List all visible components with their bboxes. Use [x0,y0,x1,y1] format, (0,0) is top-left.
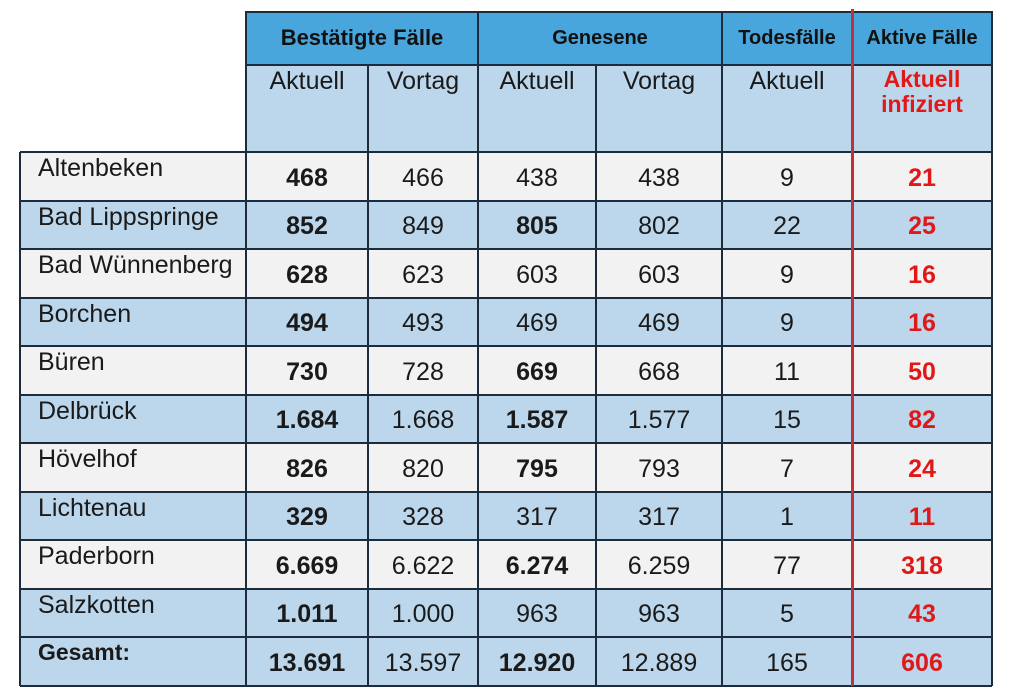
value-deaths: 22 [773,212,801,241]
grid-line [367,65,369,152]
cell-confirmed-previous [368,443,478,492]
value-confirmed-current: 826 [286,454,328,483]
subheader-deaths-current [722,65,852,152]
cell-active [852,443,992,492]
grid-line [245,11,247,152]
value-recovered-previous: 6.259 [627,551,691,580]
row-name: Gesamt: [38,639,131,665]
value-recovered-previous: 317 [638,503,680,532]
cell-active [852,589,992,638]
cell-recovered-previous [596,298,722,347]
cell-confirmed-previous [368,346,478,395]
grid-line [477,11,479,152]
cell-confirmed-current [246,298,368,347]
value-recovered-current: 669 [516,357,558,386]
row-name-cell [20,152,246,201]
grid-line [991,11,993,152]
grid-line [721,11,723,152]
value-confirmed-previous: 728 [402,357,444,386]
value-active: 16 [908,309,936,338]
value-confirmed-current: 628 [286,260,328,289]
row-name: Borchen [38,299,132,328]
cell-deaths [722,637,852,686]
grid-line [20,151,992,153]
subheader-active-infected [852,65,992,152]
value-deaths: 9 [780,309,794,338]
cell-confirmed-previous [368,298,478,347]
value-active: 318 [901,551,943,580]
grid-line [20,248,992,250]
row-name-cell [20,249,246,298]
grid-line [20,442,992,444]
cell-deaths [722,492,852,541]
cell-confirmed-previous [368,395,478,444]
value-confirmed-previous: 6.622 [391,551,455,580]
subheader-deaths-current-label: Aktuell [749,67,825,95]
value-active: 11 [908,503,936,532]
value-confirmed-previous: 849 [402,212,444,241]
cell-confirmed-current [246,589,368,638]
value-recovered-previous: 1.577 [627,406,691,435]
grid-line [477,152,479,686]
cell-recovered-previous [596,201,722,250]
cell-recovered-previous [596,540,722,589]
value-active: 82 [908,406,936,435]
grid-line [595,152,597,686]
grid-line [20,200,992,202]
value-confirmed-previous: 493 [402,309,444,338]
cell-confirmed-previous [368,201,478,250]
cell-recovered-previous [596,589,722,638]
header-deaths-label: Todesfälle [738,26,836,49]
cell-confirmed-previous [368,249,478,298]
grid-line [20,588,992,590]
value-deaths: 9 [780,260,794,289]
value-confirmed-current: 329 [286,503,328,532]
row-name-cell [20,540,246,589]
header-confirmed-cases [246,11,478,65]
cell-recovered-previous [596,152,722,201]
grid-line [20,345,992,347]
grid-line [20,636,992,638]
value-recovered-previous: 469 [638,309,680,338]
value-confirmed-current: 494 [286,309,328,338]
cell-confirmed-current [246,443,368,492]
subheader-recovered-previous-label: Vortag [622,67,696,95]
grid-line [721,152,723,686]
row-name-cell [20,492,246,541]
value-active: 25 [908,212,936,241]
cell-recovered-current [478,152,596,201]
value-recovered-current: 6.274 [505,551,569,580]
cell-deaths [722,540,852,589]
grid-line [595,65,597,152]
grid-line [246,64,992,66]
cell-confirmed-current [246,249,368,298]
cell-recovered-current [478,346,596,395]
value-active: 16 [908,260,936,289]
value-recovered-current: 963 [516,600,558,629]
cell-deaths [722,201,852,250]
cell-active [852,298,992,347]
row-name: Büren [38,348,105,376]
value-recovered-previous: 802 [638,212,680,241]
row-name: Altenbeken [38,154,164,182]
value-deaths: 1 [780,503,794,532]
grid-line [19,152,21,686]
cell-recovered-previous [596,637,722,686]
value-deaths: 15 [773,406,801,435]
row-name-cell [20,201,246,250]
value-recovered-previous: 603 [638,260,680,289]
row-name: Bad Lippspringe [38,202,219,231]
grid-line [20,394,992,396]
cell-recovered-previous [596,395,722,444]
cell-confirmed-previous [368,589,478,638]
cell-recovered-previous [596,249,722,298]
subheader-confirmed-current-label: Aktuell [269,67,345,95]
value-recovered-previous: 668 [638,357,680,386]
subheader-confirmed-previous-label: Vortag [386,67,460,95]
subheader-recovered-previous [596,65,722,152]
cell-active [852,152,992,201]
value-recovered-current: 603 [516,260,558,289]
value-confirmed-previous: 13.597 [384,648,462,677]
subheader-confirmed-current [246,65,368,152]
row-name: Delbrück [38,396,137,425]
value-confirmed-current: 730 [286,357,328,386]
row-name-cell [20,298,246,347]
value-deaths: 9 [780,163,794,192]
value-confirmed-current: 468 [286,163,328,192]
cell-active [852,395,992,444]
cell-confirmed-current [246,152,368,201]
cell-deaths [722,589,852,638]
cell-deaths [722,298,852,347]
cell-active [852,201,992,250]
grid-line [20,685,992,687]
row-name: Paderborn [38,542,155,570]
cell-recovered-current [478,637,596,686]
cell-confirmed-current [246,346,368,395]
cell-confirmed-current [246,637,368,686]
header-active-cases [852,11,992,65]
row-name: Bad Wünnenberg [38,251,233,279]
row-name: Salzkotten [38,590,155,619]
value-confirmed-current: 852 [286,212,328,241]
value-confirmed-previous: 1.668 [391,406,455,435]
grid-line [20,297,992,299]
grid-line [20,539,992,541]
cell-recovered-current [478,395,596,444]
subheader-recovered-current [478,65,596,152]
row-name-cell [20,637,246,686]
value-recovered-current: 12.920 [498,648,576,677]
value-deaths: 11 [774,357,800,386]
cell-recovered-current [478,201,596,250]
row-name-cell [20,443,246,492]
value-confirmed-previous: 820 [402,454,444,483]
value-active: 43 [908,600,936,629]
cell-confirmed-previous [368,492,478,541]
value-recovered-current: 469 [516,309,558,338]
header-recovered-label: Genesene [552,26,648,49]
cell-deaths [722,152,852,201]
cell-deaths [722,346,852,395]
subheader-recovered-current-label: Aktuell [499,67,575,95]
subheader-active-line1: Aktuell [883,66,961,92]
cell-active [852,540,992,589]
value-confirmed-previous: 623 [402,260,444,289]
grid-line [991,152,993,686]
value-active: 24 [908,454,936,483]
cell-confirmed-previous [368,637,478,686]
header-deaths [722,11,852,65]
value-deaths: 77 [773,551,801,580]
cell-active [852,637,992,686]
subheader-active-line2: infiziert [881,91,963,117]
value-recovered-current: 1.587 [505,406,569,435]
value-recovered-previous: 438 [638,163,680,192]
value-active: 606 [901,648,943,677]
cell-recovered-current [478,589,596,638]
cell-recovered-current [478,492,596,541]
row-name-cell [20,395,246,444]
value-recovered-current: 805 [516,212,558,241]
value-recovered-previous: 963 [638,600,680,629]
row-name-cell [20,346,246,395]
row-name: Hövelhof [38,445,137,473]
cell-deaths [722,249,852,298]
cell-deaths [722,443,852,492]
cell-recovered-previous [596,443,722,492]
cell-confirmed-previous [368,152,478,201]
cell-recovered-current [478,443,596,492]
value-confirmed-current: 6.669 [275,551,339,580]
cell-recovered-current [478,298,596,347]
value-deaths: 165 [766,648,808,677]
cell-recovered-previous [596,346,722,395]
value-active: 50 [908,357,936,386]
grid-line [246,11,992,13]
cell-confirmed-current [246,395,368,444]
cell-confirmed-current [246,540,368,589]
value-recovered-current: 438 [516,163,558,192]
cell-confirmed-current [246,492,368,541]
header-recovered [478,11,722,65]
value-recovered-previous: 793 [638,454,680,483]
value-confirmed-current: 13.691 [268,648,346,677]
value-confirmed-current: 1.011 [276,600,338,629]
value-deaths: 5 [780,600,794,629]
grid-line [367,152,369,686]
cell-recovered-current [478,249,596,298]
cell-confirmed-current [246,201,368,250]
cell-active [852,249,992,298]
value-active: 21 [908,163,936,192]
grid-line [20,491,992,493]
cell-active [852,346,992,395]
value-recovered-previous: 12.889 [620,648,698,677]
cell-deaths [722,395,852,444]
value-deaths: 7 [780,454,794,483]
value-confirmed-current: 1.684 [275,406,339,435]
value-recovered-current: 795 [516,454,558,483]
cell-recovered-previous [596,492,722,541]
value-confirmed-previous: 328 [402,503,444,532]
value-confirmed-previous: 1.000 [391,600,455,629]
active-column-divider [851,9,854,686]
cell-active [852,492,992,541]
cell-recovered-current [478,540,596,589]
row-name: Lichtenau [38,493,147,522]
value-recovered-current: 317 [516,503,558,532]
cell-confirmed-previous [368,540,478,589]
row-name-cell [20,589,246,638]
header-confirmed-cases-label: Bestätigte Fälle [280,25,444,50]
header-active-cases-label: Aktive Fälle [866,26,978,49]
value-confirmed-previous: 466 [402,163,444,192]
grid-line [245,152,247,686]
subheader-confirmed-previous [368,65,478,152]
